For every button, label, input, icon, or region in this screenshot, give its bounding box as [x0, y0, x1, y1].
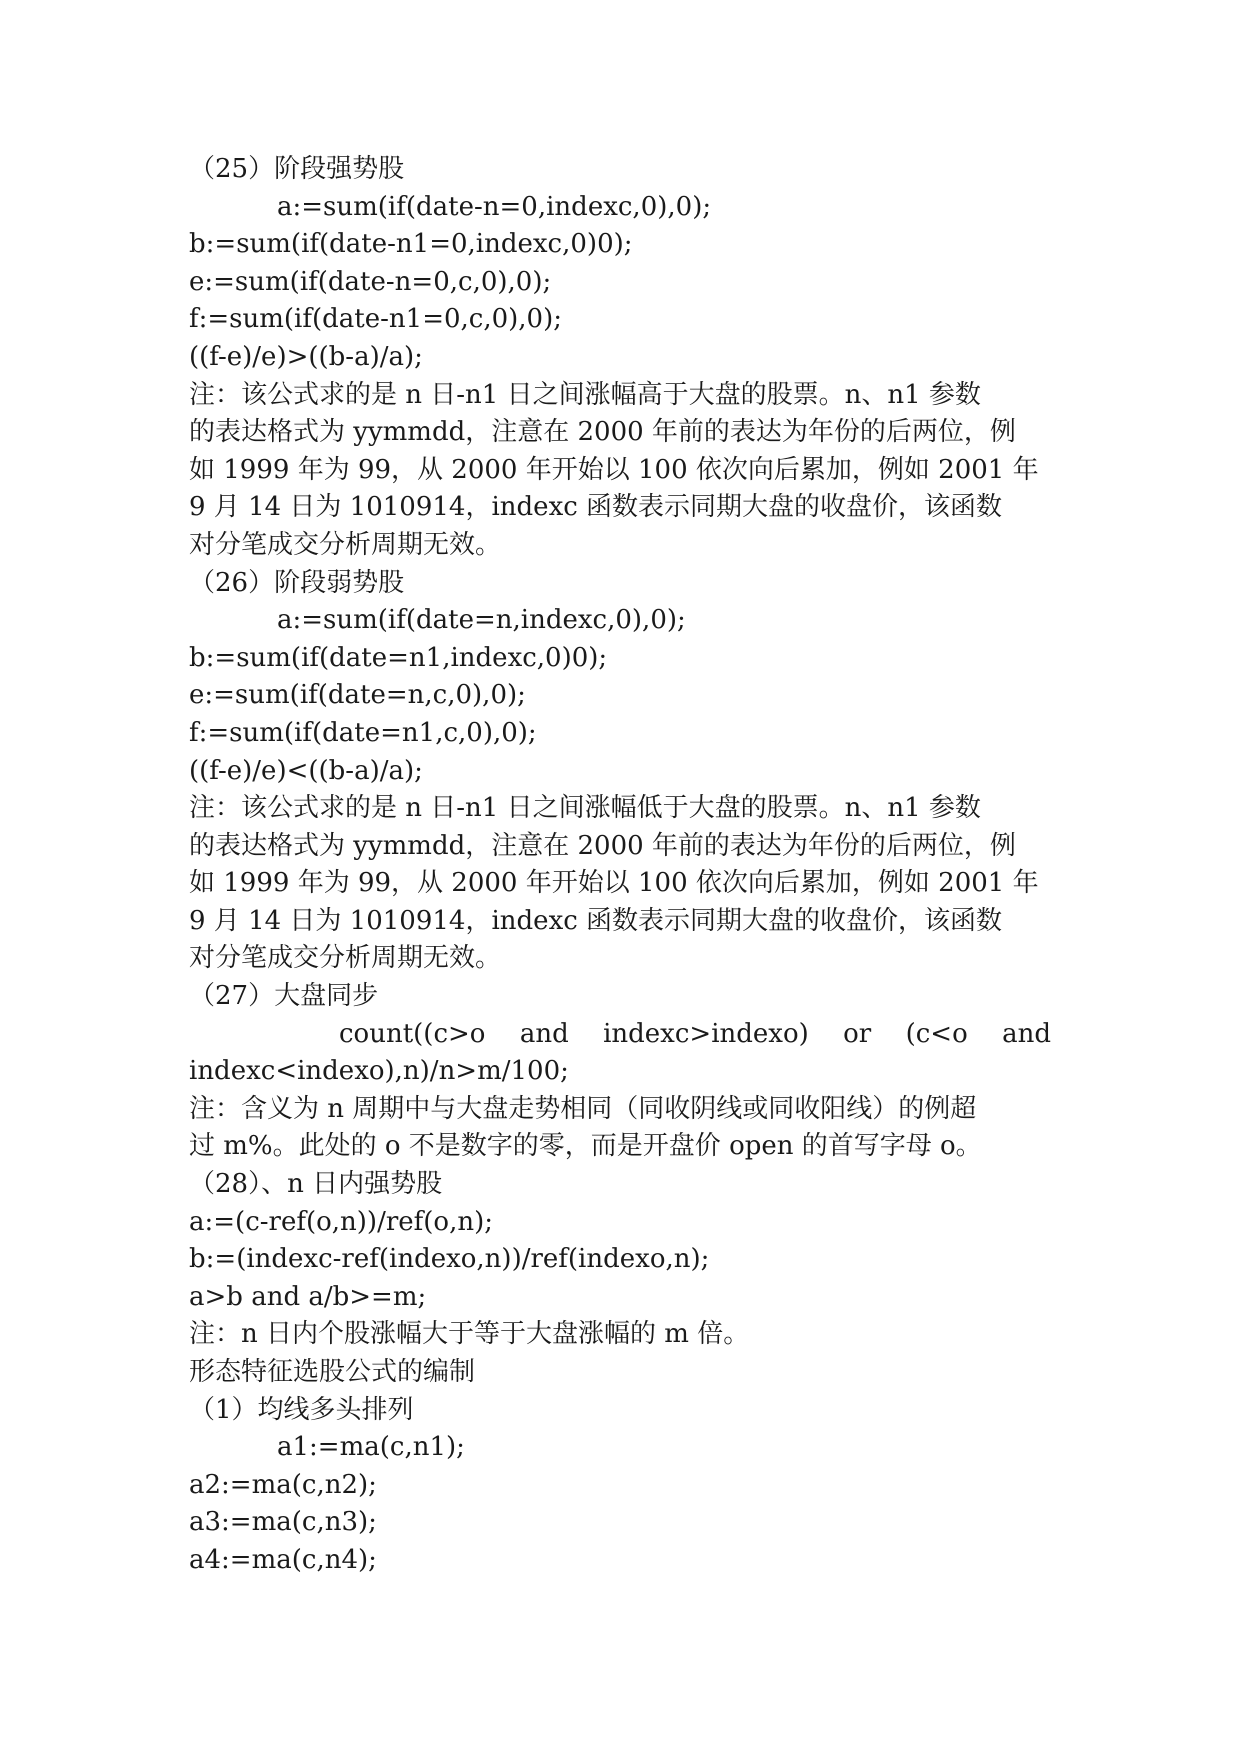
code-line: ((f-e)/e)>((b-a)/a); — [189, 341, 423, 372]
note-line: 注：含义为 n 周期中与大盘走势相同（同收阴线或同收阳线）的例超 — [189, 1093, 977, 1124]
note-line: 9 月 14 日为 1010914，indexc 函数表示同期大盘的收盘价，该函数 — [189, 905, 1003, 936]
note-line: 9 月 14 日为 1010914，indexc 函数表示同期大盘的收盘价，该函数 — [189, 492, 1003, 523]
code-line: e:=sum(if(date=n,c,0),0); — [189, 680, 526, 711]
note-line: 对分笔成交分析周期无效。 — [189, 943, 502, 974]
code-line: e:=sum(if(date-n=0,c,0),0); — [189, 266, 552, 297]
heading-27: （27）大盘同步 — [189, 981, 379, 1012]
code-line: a:=sum(if(date=n,indexc,0),0); — [277, 605, 686, 636]
code-line: a:=sum(if(date-n=0,indexc,0),0); — [277, 191, 712, 222]
code-line: a:=(c-ref(o,n))/ref(o,n); — [189, 1206, 493, 1237]
code-line: ((f-e)/e)<((b-a)/a); — [189, 755, 423, 786]
code-line: b:=sum(if(date=n1,indexc,0)0); — [189, 642, 608, 673]
code-line: f:=sum(if(date=n1,c,0),0); — [189, 717, 537, 748]
code-line: a1:=ma(c,n1); — [277, 1432, 465, 1463]
code-line: b:=sum(if(date-n1=0,indexc,0)0); — [189, 229, 633, 260]
heading-1: （1）均线多头排列 — [189, 1394, 414, 1425]
code-line: indexc<indexo),n)/n>m/100; — [189, 1056, 569, 1087]
heading-26: （26）阶段弱势股 — [189, 567, 405, 598]
note-line: 如 1999 年为 99，从 2000 年开始以 100 依次向后累加，例如 2001 年 — [189, 454, 1039, 485]
heading-28: （28）、n 日内强势股 — [189, 1169, 443, 1200]
note-line: 的表达格式为 yymmdd，注意在 2000 年前的表达为年份的后两位，例 — [189, 830, 1016, 861]
note-line: 的表达格式为 yymmdd，注意在 2000 年前的表达为年份的后两位，例 — [189, 417, 1016, 448]
note-line: 注：该公式求的是 n 日-n1 日之间涨幅低于大盘的股票。n、n1 参数 — [189, 793, 981, 824]
document-body — [189, 151, 1051, 1580]
code-line: a3:=ma(c,n3); — [189, 1507, 377, 1538]
section-heading: 形态特征选股公式的编制 — [189, 1357, 476, 1387]
heading-25: （25）阶段强势股 — [189, 154, 405, 184]
note-line: 过 m%。此处的 o 不是数字的零，而是开盘价 open 的首写字母 o。 — [189, 1131, 982, 1162]
code-line: a4:=ma(c,n4); — [189, 1544, 377, 1575]
code-line: a>b and a/b>=m; — [189, 1281, 427, 1312]
note-line: 如 1999 年为 99，从 2000 年开始以 100 依次向后累加，例如 2001 年 — [189, 868, 1039, 899]
note-line: 对分笔成交分析周期无效。 — [189, 529, 502, 560]
code-line: a2:=ma(c,n2); — [189, 1469, 377, 1500]
note-line: 注：该公式求的是 n 日-n1 日之间涨幅高于大盘的股票。n、n1 参数 — [189, 379, 981, 410]
code-line: b:=(indexc-ref(indexo,n))/ref(indexo,n); — [189, 1244, 710, 1275]
code-line: count((c>o and indexc>indexo) or (c<o and — [339, 1018, 1051, 1049]
code-line: f:=sum(if(date-n1=0,c,0),0); — [189, 304, 563, 335]
note-line: 注：n 日内个股涨幅大于等于大盘涨幅的 m 倍。 — [189, 1319, 750, 1350]
